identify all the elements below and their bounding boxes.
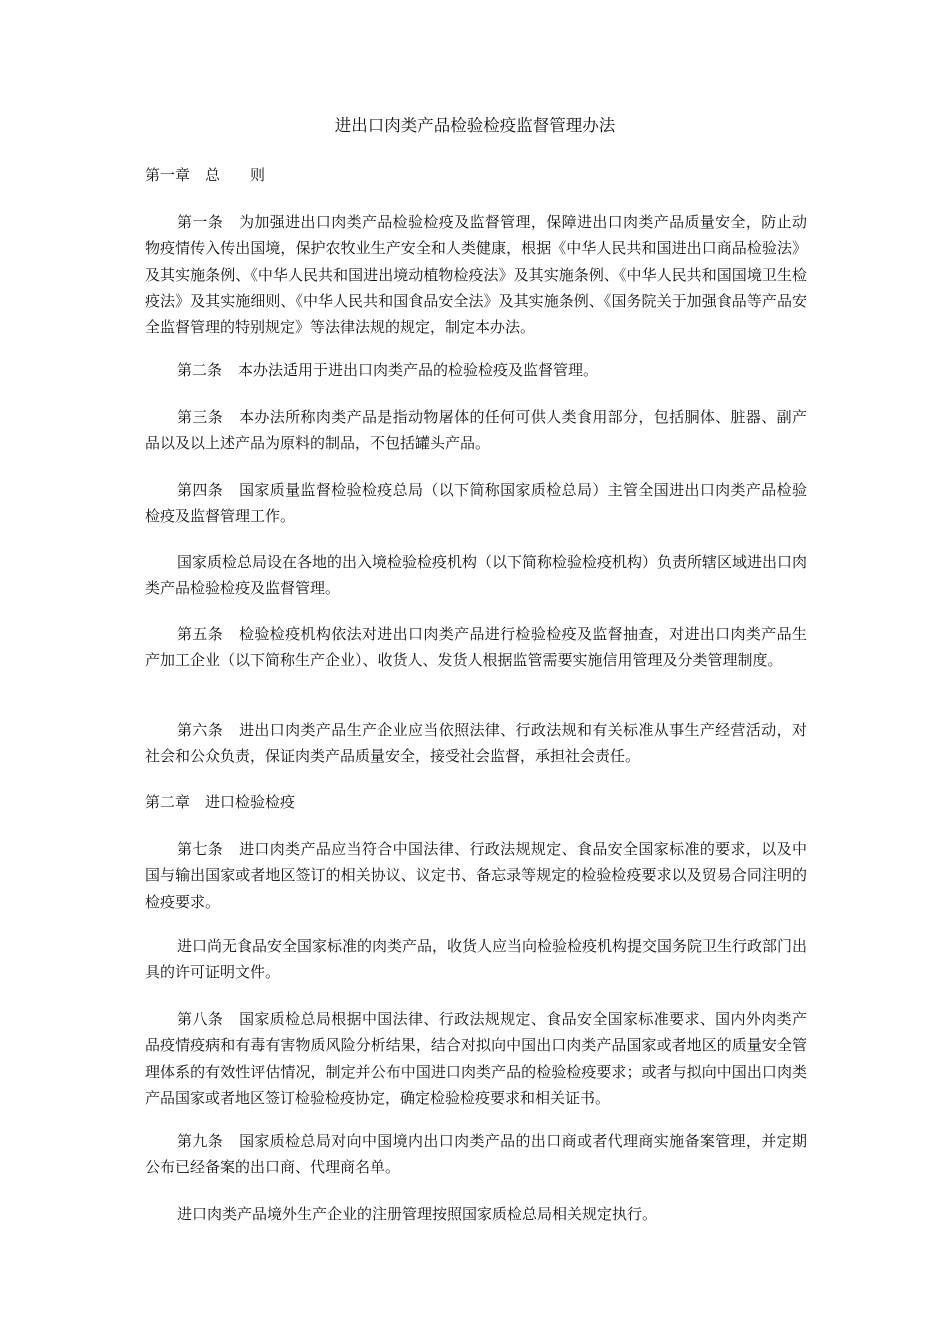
article-9-text: 国家质检总局对向中国境内出口肉类产品的出口商或者代理商实施备案管理，并定期公布已经备案的出口商、代理商名单。 [145, 1132, 807, 1177]
article-7-text: 进口肉类产品应当符合中国法律、行政法规规定、食品安全国家标准的要求，以及中国与输出国家或者地区签订的相关协议、议定书、备忘录等规定的检验检疫要求以及贸易合同注明的检疫要求。 [145, 840, 807, 911]
article-3 [145, 404, 807, 457]
article-7-number: 第七条 [177, 840, 224, 858]
article-1 [145, 209, 807, 340]
article-1-text: 为加强进出口肉类产品检验检疫及监督管理，保障进出口肉类产品质量安全，防止动物疫情传入传出国境，保护农牧业生产安全和人类健康，根据《中华人民共和国进出口商品检验法》及其实施条例、《中华人民共和国进出境动植物检疫法》及其实施条例、《中华人民共和国国境卫生检疫法》及其实施细则、《中华人民共和国食品安全法》及其实施条例、《国务院关于加强食品等产品安全监督管理的特别规定》等法律法规的规定，制定本办法。 [145, 213, 807, 337]
article-7-paragraph-2: 进口尚无食品安全国家标准的肉类产品，收货人应当向检验检疫机构提交国务院卫生行政部门出具的许可证明文件。 [145, 937, 808, 982]
article-3-text: 本办法所称肉类产品是指动物屠体的任何可供人类食用部分，包括胴体、脏器、副产品以及以上述产品为原料的制品，不包括罐头产品。 [145, 408, 807, 453]
article-7 [145, 836, 807, 915]
article-6-text: 进出口肉类产品生产企业应当依照法律、行政法规和有关标准从事生产经营活动，对社会和公众负责，保证肉类产品质量安全，接受社会监督，承担社会责任。 [145, 721, 807, 766]
article-3-number: 第三条 [177, 408, 224, 426]
article-8-text: 国家质检总局根据中国法律、行政法规规定、食品安全国家标准要求、国内外肉类产品疫情疫病和有毒有害物质风险分析结果，结合对拟向中国出口肉类产品国家或者地区的质量安全管理体系的有效性评估情况，制定并公布中国进口肉类产品的检验检疫要求；或者与拟向中国出口肉类产品国家或者地区签订检验检疫协定，确定检验检疫要求和相关证书。 [145, 1010, 807, 1107]
article-5-text: 检验检疫机构依法对进出口肉类产品进行检验检疫及监督抽查，对进出口肉类产品生产加工企业（以下简称生产企业）、收货人、发货人根据监管需要实施信用管理及分类管理制度。 [145, 625, 807, 670]
article-2-text: 本办法适用于进出口肉类产品的检验检疫及监督管理。 [238, 361, 599, 379]
article-2-number: 第二条 [177, 361, 223, 379]
article-9-number: 第九条 [177, 1132, 224, 1150]
article-4-text: 国家质量监督检验检疫总局（以下简称国家质检总局）主管全国进出口肉类产品检验检疫及监督管理工作。 [145, 481, 807, 526]
article-8-number: 第八条 [177, 1010, 224, 1028]
document-title: 进出口肉类产品检验检疫监督管理办法 [334, 116, 616, 135]
article-4 [145, 477, 807, 530]
chapter-1-heading: 第一章 总 则 [145, 166, 266, 184]
article-1-number: 第一条 [177, 213, 224, 231]
article-8 [145, 1006, 807, 1111]
article-5 [145, 621, 807, 674]
article-2 [145, 357, 807, 383]
article-4-number: 第四条 [177, 481, 224, 499]
article-6 [145, 717, 807, 770]
article-9 [145, 1128, 807, 1181]
article-4-paragraph-2: 国家质检总局设在各地的出入境检验检疫机构（以下简称检验检疫机构）负责所辖区域进出口肉类产品检验检疫及监督管理。 [145, 553, 808, 598]
article-5-number: 第五条 [177, 625, 224, 643]
article-9-paragraph-2: 进口肉类产品境外生产企业的注册管理按照国家质检总局相关规定执行。 [177, 1205, 658, 1223]
chapter-2-heading: 第二章 进口检验检疫 [145, 793, 296, 811]
article-6-number: 第六条 [177, 721, 224, 739]
